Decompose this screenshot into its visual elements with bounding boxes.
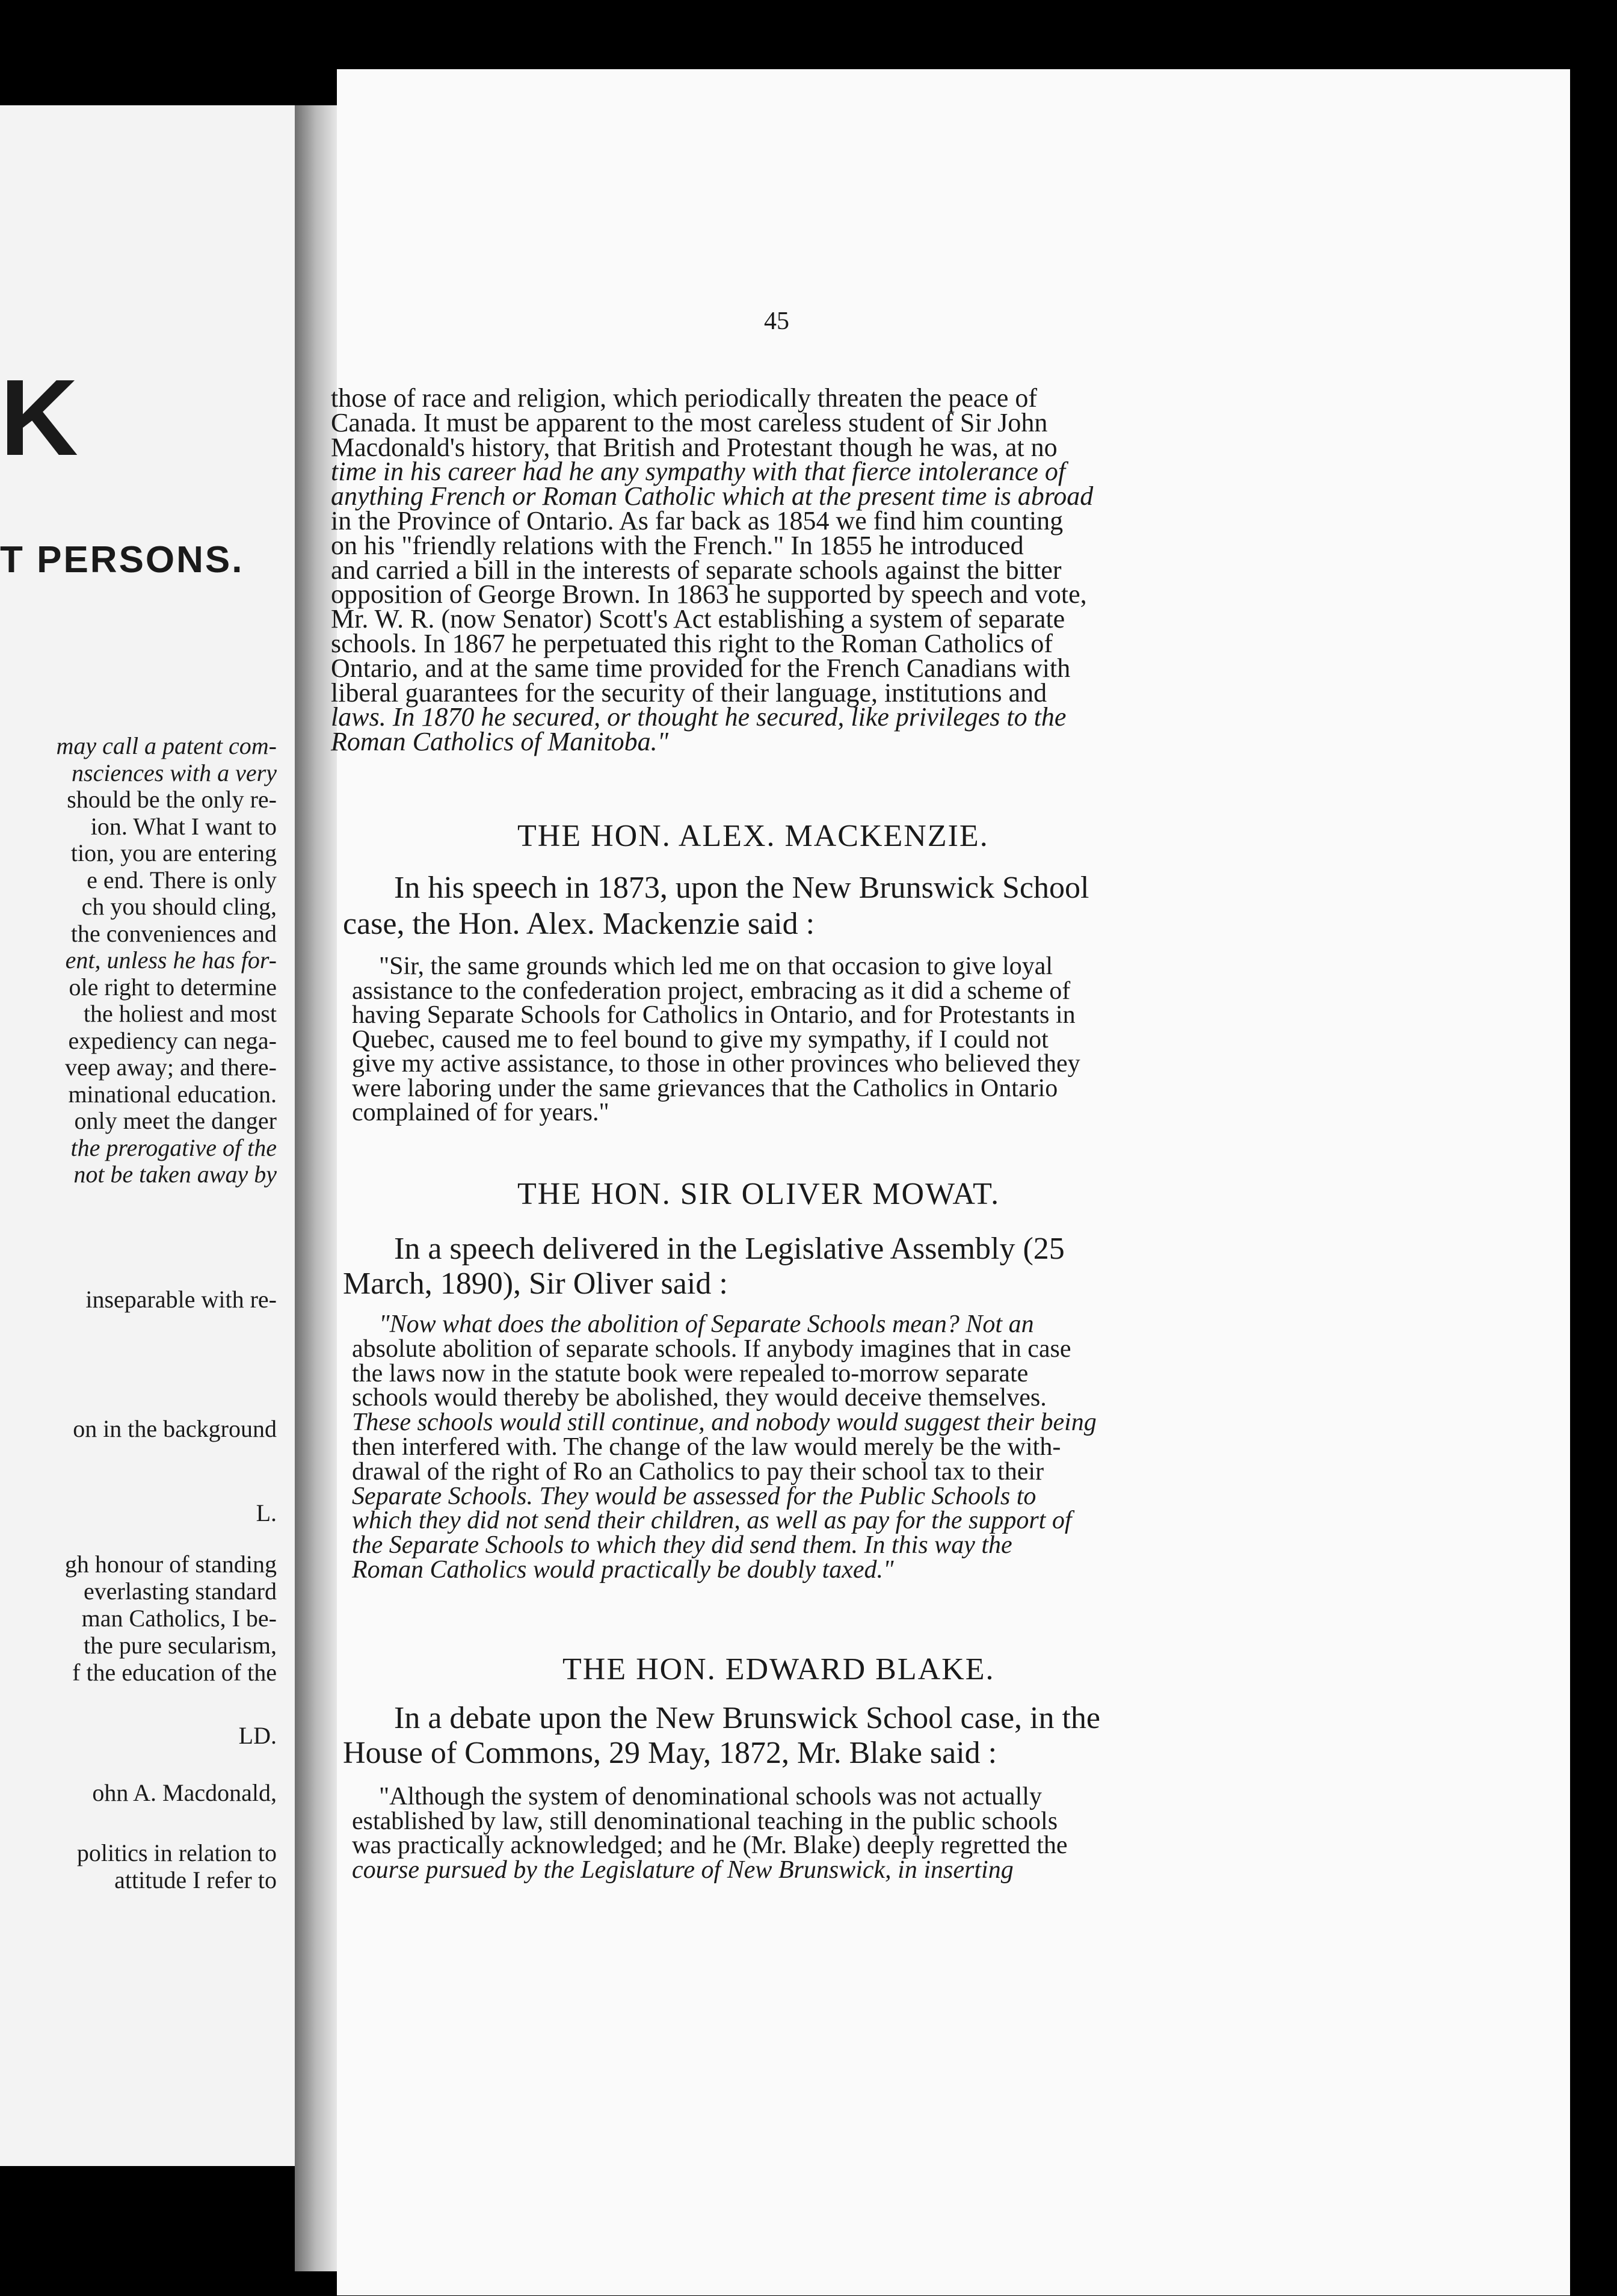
quotation-line: having Separate Schools for Catholics in Ontario, and for Protestants in [352,1001,1076,1029]
body-paragraph-line: those of race and religion, which periodically threaten the peace of [331,383,1038,413]
section-intro-line: case, the Hon. Alex. Mackenzie said : [343,907,815,941]
left-page-text-line: ch you should cling, [81,893,277,920]
quotation-line: give my active assistance, to those in other provinces who believed they [352,1050,1080,1078]
quotation-line: were laboring under the same grievances that the Catholics in Ontario [352,1074,1058,1102]
body-paragraph-line: Macdonald's history, that British and Protestant though he was, at no [331,432,1058,462]
left-page-text-line: expediency can nega- [68,1026,277,1054]
left-page-text-line: gh honour of standing [64,1551,277,1578]
left-page-text-line: minational education. [68,1080,277,1108]
section-intro-line: In a speech delivered in the Legislative Assembly (25 [394,1232,1065,1266]
quotation-line: absolute abolition of separate schools. If anybody imagines that in case [352,1335,1071,1363]
left-page [0,105,307,2166]
left-page-text-line: e end. There is only [87,866,277,893]
quotation-line: was practically acknowledged; and he (Mr. Blake) deeply regretted the [352,1832,1068,1859]
left-page-text-line: tion, you are entering [70,839,277,866]
quotation-line: "Although the system of denominational schools was not actually [379,1783,1042,1810]
quotation-line: Quebec, caused me to feel bound to give my sympathy, if I could not [352,1025,1049,1054]
body-paragraph-line: on his "friendly relations with the French." In 1855 he introduced [331,530,1024,560]
quotation-line: course pursued by the Legislature of New Brunswick, in inserting [352,1856,1014,1884]
quotation-line: then interfered with. The change of the law would merely be the with- [352,1433,1061,1461]
body-paragraph-line: time in his career had he any sympathy with that fierce intolerance of [331,457,1066,487]
quotation-line: These schools would still continue, and nobody would suggest their being [352,1409,1097,1437]
quotation-line: drawal of the right of Ro an Catholics to pay their school tax to their [352,1457,1044,1486]
section-intro-line: In his speech in 1873, upon the New Brunswick School [394,871,1089,905]
left-page-text-line: attitude I refer to [114,1866,277,1893]
body-paragraph-line: laws. In 1870 he secured, or thought he secured, like privileges to the [331,702,1067,732]
left-page-text-line: may call a patent com- [56,732,277,759]
left-page-text-line: inseparable with re- [85,1286,277,1313]
left-page-text-line: veep away; and there- [64,1054,277,1081]
left-page-text-line: ion. What I want to [90,812,277,840]
left-page-text-line: ole right to determine [69,973,277,1001]
body-paragraph-line: and carried a bill in the interests of separate schools against the bitter [331,555,1062,585]
body-paragraph-line: schools. In 1867 he perpetuated this right to the Roman Catholics of [331,629,1053,658]
body-paragraph-line: Ontario, and at the same time provided for the French Canadians with [331,653,1071,683]
section-heading: THE HON. SIR OLIVER MOWAT. [517,1177,1000,1211]
quotation-line: Roman Catholics would practically be doubly taxed." [352,1556,894,1584]
left-page-text-line: f the education of the [72,1659,277,1686]
left-page-text-line: the pure secularism, [84,1632,277,1659]
section-heading: THE HON. ALEX. MACKENZIE. [517,819,989,853]
body-paragraph-line: Canada. It must be apparent to the most careless student of Sir John [331,407,1048,437]
quotation-line: Separate Schools. They would be assessed for the Public Schools to [352,1482,1036,1510]
quotation-line: which they did not send their children, as well as pay for the support of [352,1507,1072,1535]
quotation-line: established by law, still denominational teaching in the public schools [352,1807,1058,1835]
left-page-large-letter: K [0,357,78,478]
section-intro-line: In a debate upon the New Brunswick School case, in the [394,1701,1101,1735]
section-intro-line: March, 1890), Sir Oliver said : [343,1267,728,1301]
quotation-line: "Sir, the same grounds which led me on that occasion to give loyal [379,952,1053,980]
left-page-text-line: on in the background [73,1415,277,1442]
quotation-line: the laws now in the statute book were repealed to-morrow separate [352,1359,1029,1387]
quotation-line: schools would thereby be abolished, they would deceive themselves. [352,1384,1047,1412]
left-page-text-line: should be the only re- [67,786,277,813]
left-page-text-line: the prerogative of the [70,1134,277,1161]
section-intro-line: House of Commons, 29 May, 1872, Mr. Blake said : [343,1736,997,1770]
left-page-persons-heading: T PERSONS. [0,539,244,581]
body-paragraph-line: anything French or Roman Catholic which at the present time is abroad [331,481,1094,511]
left-page-text-line: nsciences with a very [72,759,277,786]
body-paragraph-line: Mr. W. R. (now Senator) Scott's Act establishing a system of separate [331,604,1065,634]
left-page-text-line: politics in relation to [76,1839,277,1866]
page-number: 45 [764,307,789,335]
body-paragraph-line: Roman Catholics of Manitoba." [331,727,669,757]
left-page-text-line: only meet the danger [74,1107,277,1134]
body-paragraph-line: liberal guarantees for the security of their language, institutions and [331,677,1047,708]
body-paragraph-line: opposition of George Brown. In 1863 he supported by speech and vote, [331,579,1087,609]
quotation-line: "Now what does the abolition of Separate Schools mean? Not an [379,1310,1034,1338]
left-page-text-line: L. [256,1499,277,1526]
left-page-text-line: man Catholics, I be- [81,1605,277,1632]
left-page-text-line: the conveniences and [70,919,277,947]
quotation-line: complained of for years." [352,1099,609,1126]
section-heading: THE HON. EDWARD BLAKE. [562,1652,995,1687]
quotation-line: assistance to the confederation project, embracing as it did a scheme of [352,977,1071,1005]
left-page-text-line: everlasting standard [84,1578,277,1605]
right-page [331,69,1570,2295]
left-page-text-line: ent, unless he has for- [65,946,277,974]
left-page-text-line: not be taken away by [73,1161,277,1188]
left-page-text-line: ohn A. Macdonald, [92,1779,277,1806]
left-page-text-line: LD. [238,1722,277,1749]
quotation-line: the Separate Schools to which they did send them. In this way the [352,1531,1012,1560]
left-page-text-line: the holiest and most [83,1000,277,1027]
body-paragraph-line: in the Province of Ontario. As far back as 1854 we find him counting [331,506,1064,535]
